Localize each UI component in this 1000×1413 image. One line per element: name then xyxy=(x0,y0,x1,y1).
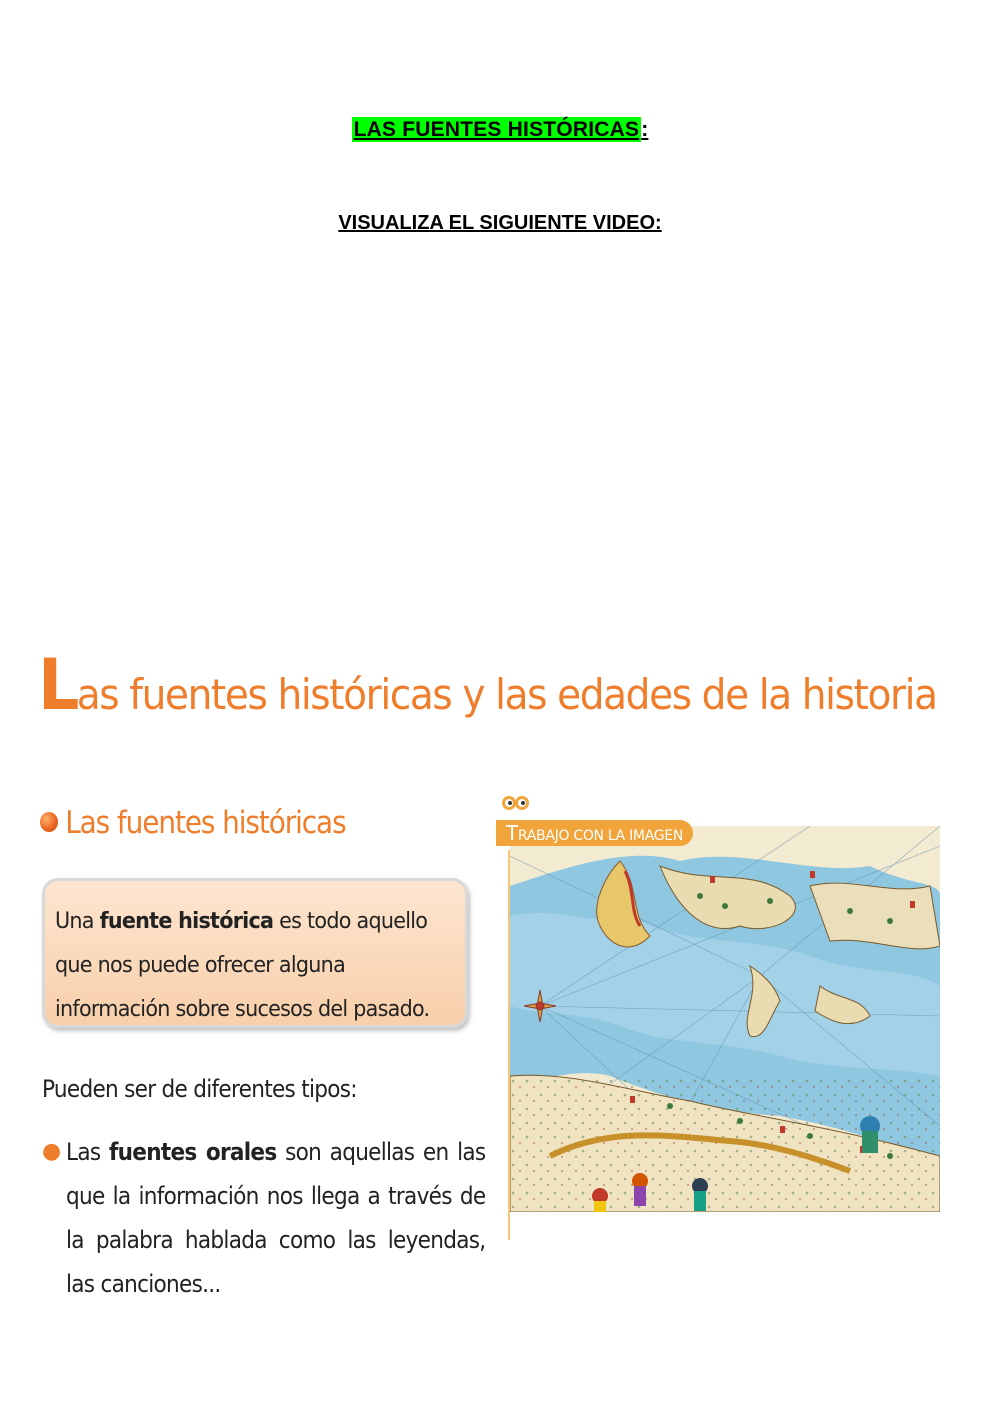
definition-box xyxy=(42,878,468,1028)
page-title-colon: : xyxy=(641,118,649,141)
catalan-atlas-map xyxy=(510,826,940,1212)
bullet-dot-icon: ● xyxy=(42,1139,61,1164)
book-heading-cap: L xyxy=(38,644,77,726)
page-title-text: LAS FUENTES HISTÓRICAS xyxy=(353,118,640,141)
book-heading xyxy=(38,644,937,726)
page-title-wrap xyxy=(0,118,1000,142)
definition-term: fuente histórica xyxy=(99,908,274,934)
orange-ball-icon xyxy=(40,812,58,832)
definition-text-1: Una xyxy=(55,908,100,934)
oral-sources-item xyxy=(42,1130,486,1306)
image-work-tag-cap: T xyxy=(506,821,518,845)
image-work-panel xyxy=(496,792,940,1242)
page-title xyxy=(352,117,649,142)
book-heading-rest: as fuentes históricas y las edades de la historia xyxy=(76,670,937,719)
image-work-tag xyxy=(496,820,693,846)
eyes-icon xyxy=(500,792,530,814)
section-title xyxy=(40,805,346,841)
definition-text-2: es todo aquello que nos puede ofrecer alguna información sobre sucesos del pasado. xyxy=(55,908,430,1022)
video-embed-area[interactable] xyxy=(40,255,960,625)
image-work-tag-rest: RABAJO CON LA IMAGEN xyxy=(517,828,684,844)
oral-term: fuentes orales xyxy=(108,1138,277,1166)
oral-text-1: Las xyxy=(66,1138,109,1166)
types-intro: Pueden ser de diferentes tipos: xyxy=(42,1075,357,1103)
section-title-text: Las fuentes históricas xyxy=(65,805,346,841)
video-instruction: VISUALIZA EL SIGUIENTE VIDEO: xyxy=(338,212,662,234)
textbook-page-image xyxy=(30,640,970,1340)
map-illustration xyxy=(510,826,940,1212)
oral-text-2: son aquellas en las que la información nos llega a través de la palabra hablada como las leyendas, las canciones... xyxy=(66,1138,486,1298)
